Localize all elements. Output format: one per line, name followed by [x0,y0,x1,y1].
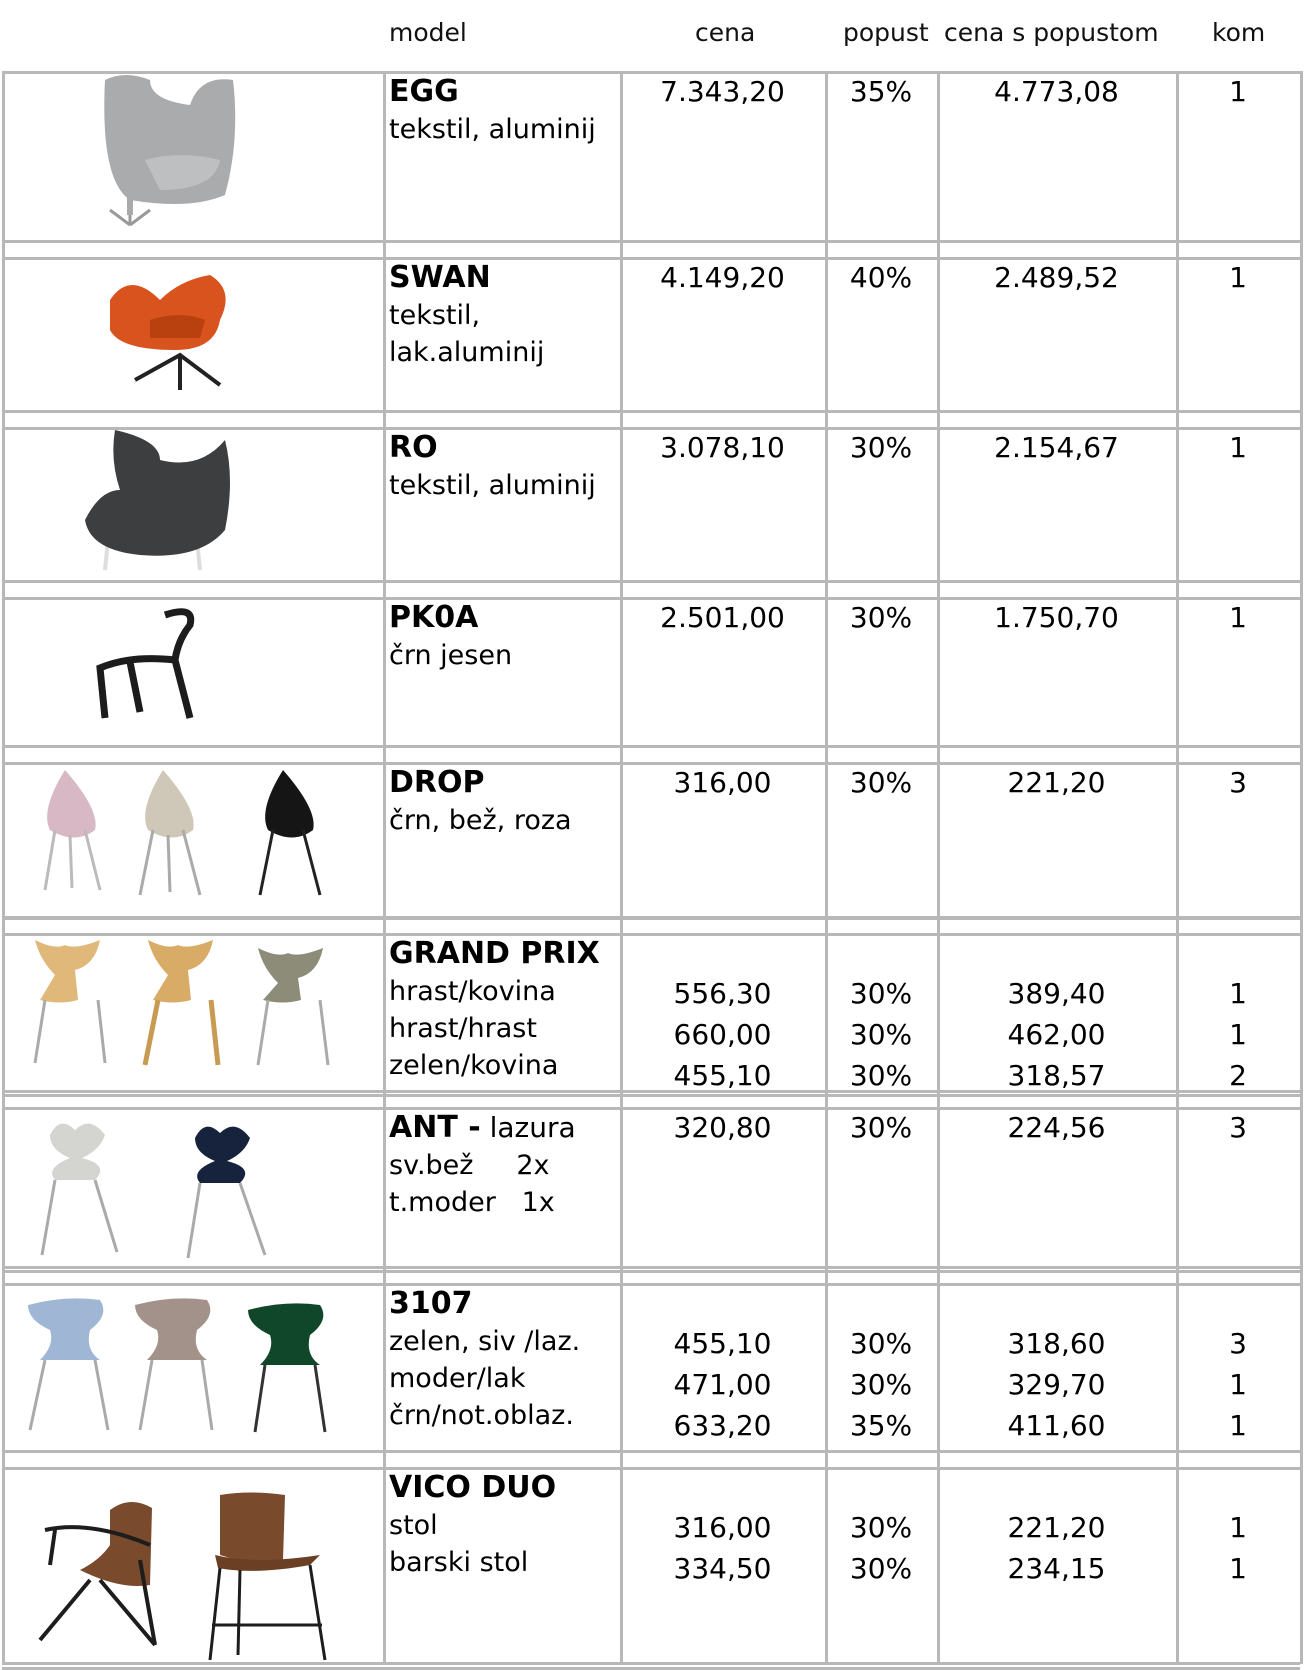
cell-discount: 30% [849,431,913,464]
cell-price: 455,10 [673,1327,772,1360]
product-description: sv.bež 2x [389,1150,550,1181]
product-description: t.moder 1x [389,1187,555,1218]
egg-chair-icon [104,75,235,225]
cell-discounted: 2.154,67 [994,431,1119,464]
product-name [389,259,491,296]
cell-discounted: 4.773,08 [994,75,1119,108]
product-description: črn jesen [389,640,513,671]
product-name [389,1469,556,1506]
cell-qty: 3 [1229,1327,1247,1360]
product-name-bold: EGG [389,74,459,109]
product-name-bold: VICO DUO [389,1470,557,1505]
product-name [389,1285,473,1322]
product-name-bold: DROP [389,765,485,800]
cell-discounted: 329,70 [1007,1368,1106,1401]
drop-chair-icon [45,770,320,895]
cell-price: 320,80 [673,1111,772,1144]
product-description: črn/not.oblaz. [389,1400,574,1431]
product-description: tekstil, aluminij [389,470,596,501]
header-discount: popust [843,18,929,47]
cell-qty: 3 [1229,766,1247,799]
cell-qty: 2 [1229,1059,1247,1092]
vico-duo-chair-icon [40,1493,325,1661]
cell-discounted: 318,57 [1007,1059,1106,1092]
product-description: stol [389,1510,438,1541]
cell-discount: 35% [849,75,913,108]
cell-price: 660,00 [673,1018,772,1051]
swan-chair-icon [110,275,226,390]
product-name-suffix: lazura [480,1111,576,1144]
cell-qty: 1 [1229,1409,1247,1442]
ro-chair-icon [85,430,230,570]
grand-prix-chair-icon [35,940,328,1065]
header-qty: kom [1212,18,1266,47]
cell-discounted: 221,20 [1007,766,1106,799]
product-description: črn, bež, roza [389,805,572,836]
cell-discount: 30% [849,1059,913,1092]
product-name [389,935,600,972]
product-name [389,764,485,801]
product-description: hrast/hrast [389,1013,537,1044]
cell-discount: 30% [849,1552,913,1585]
cell-discounted: 462,00 [1007,1018,1106,1051]
cell-qty: 1 [1229,1018,1247,1051]
product-name-bold: SWAN [389,260,491,295]
product-name [389,1109,576,1146]
ant-chair-icon [42,1124,265,1258]
cell-discount: 30% [849,1111,913,1144]
header-model: model [389,18,467,47]
cell-discounted: 221,20 [1007,1511,1106,1544]
cell-discount: 30% [849,1511,913,1544]
product-name-bold: GRAND PRIX [389,936,600,971]
cell-discount: 30% [849,1327,913,1360]
cell-price: 455,10 [673,1059,772,1092]
cell-discount: 35% [849,1409,913,1442]
cell-discounted: 224,56 [1007,1111,1106,1144]
cell-qty: 1 [1229,431,1247,464]
cell-discount: 30% [849,1018,913,1051]
product-name-bold: RO [389,430,438,465]
cell-discounted: 389,40 [1007,977,1106,1010]
cell-price: 471,00 [673,1368,772,1401]
series-3107-chair-icon [28,1298,325,1432]
cell-price: 316,00 [673,766,772,799]
cell-qty: 1 [1229,1552,1247,1585]
product-name [389,73,459,110]
cell-qty: 3 [1229,1111,1247,1144]
cell-price: 2.501,00 [660,601,785,634]
cell-price: 633,20 [673,1409,772,1442]
product-name-bold: ANT - [389,1110,481,1145]
cell-discounted: 234,15 [1007,1552,1106,1585]
product-description: moder/lak [389,1363,526,1394]
cell-qty: 1 [1229,601,1247,634]
cell-price: 334,50 [673,1552,772,1585]
header-price: cena [695,18,756,47]
cell-qty: 1 [1229,261,1247,294]
cell-discounted: 318,60 [1007,1327,1106,1360]
header-discounted-price: cena s popustom [944,18,1159,47]
cell-price: 316,00 [673,1511,772,1544]
cell-qty: 1 [1229,977,1247,1010]
cell-price: 3.078,10 [660,431,785,464]
cell-discounted: 2.489,52 [994,261,1119,294]
cell-discount: 30% [849,601,913,634]
cell-discount: 30% [849,977,913,1010]
product-name [389,429,438,466]
product-description: barski stol [389,1547,529,1578]
product-description: tekstil, [389,300,481,331]
product-name [389,599,478,636]
pk0a-chair-icon [100,612,191,718]
product-description: lak.aluminij [389,337,545,368]
cell-discounted: 1.750,70 [994,601,1119,634]
product-name-bold: 3107 [389,1286,473,1321]
cell-qty: 1 [1229,75,1247,108]
cell-price: 4.149,20 [660,261,785,294]
cell-discount: 30% [849,766,913,799]
product-description: zelen, siv /laz. [389,1326,581,1357]
cell-qty: 1 [1229,1368,1247,1401]
product-description: hrast/kovina [389,976,556,1007]
cell-qty: 1 [1229,1511,1247,1544]
cell-discounted: 411,60 [1007,1409,1106,1442]
cell-discount: 30% [849,1368,913,1401]
product-name-bold: PK0A [389,600,479,635]
cell-price: 556,30 [673,977,772,1010]
cell-discount: 40% [849,261,913,294]
cell-price: 7.343,20 [660,75,785,108]
product-description: zelen/kovina [389,1050,559,1081]
product-description: tekstil, aluminij [389,114,596,145]
